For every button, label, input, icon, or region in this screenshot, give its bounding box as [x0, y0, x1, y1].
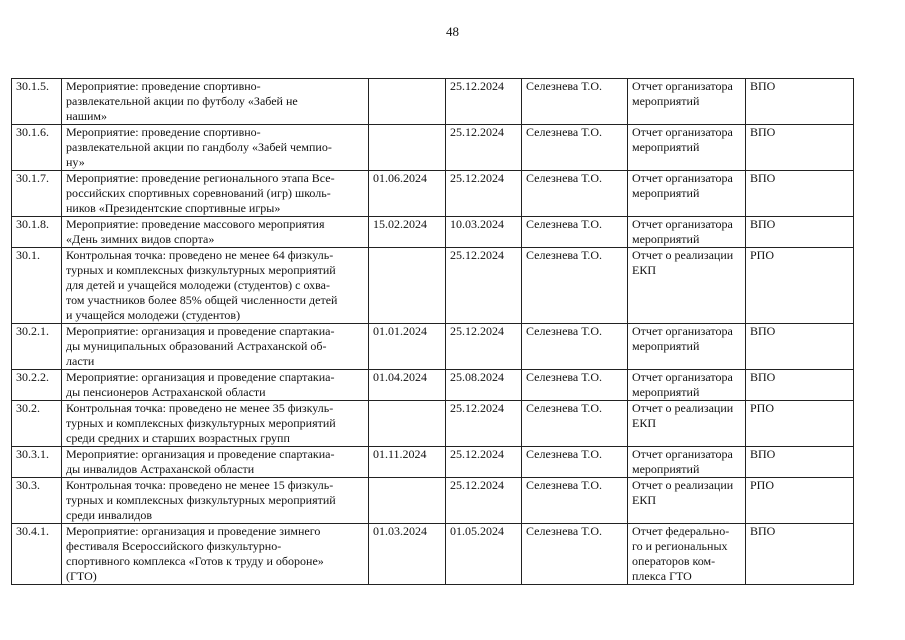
document-cell	[628, 79, 746, 125]
document-cell	[628, 217, 746, 248]
document-line: Отчет организатора	[632, 370, 733, 384]
table-row	[12, 370, 854, 401]
item-number-cell: 30.1.6.	[12, 125, 62, 171]
item-number-cell: 30.3.	[12, 478, 62, 524]
responsible-cell: Селезнева Т.О.	[522, 447, 628, 478]
start-date-cell	[369, 79, 446, 125]
description-line: Мероприятие: организация и проведение зимнего	[66, 524, 321, 538]
document-cell	[628, 401, 746, 447]
description-line: «День зимних видов спорта»	[66, 232, 215, 246]
description-cell	[62, 125, 369, 171]
form-type-cell: ВПО	[746, 324, 854, 370]
item-number-cell: 30.1.5.	[12, 79, 62, 125]
description-line: ды муниципальных образований Астраханской об-	[66, 339, 327, 353]
form-type-cell: ВПО	[746, 125, 854, 171]
description-cell	[62, 478, 369, 524]
document-cell	[628, 171, 746, 217]
document-cell	[628, 478, 746, 524]
plan-table	[11, 78, 854, 585]
description-line: развлекательной акции по футболу «Забей не	[66, 94, 298, 108]
document-line: ЕКП	[632, 416, 656, 430]
document-line: Отчет о реализации	[632, 478, 734, 492]
start-date-cell: 01.04.2024	[369, 370, 446, 401]
document-line: мероприятий	[632, 232, 700, 246]
end-date-cell: 25.12.2024	[446, 125, 522, 171]
document-line: Отчет о реализации	[632, 248, 734, 262]
description-line: турных и комплексных физкультурных мероприятий	[66, 263, 336, 277]
description-line: Контрольная точка: проведено не менее 35 физкуль-	[66, 401, 334, 415]
document-cell	[628, 447, 746, 478]
item-number-cell: 30.2.	[12, 401, 62, 447]
form-type-cell: ВПО	[746, 447, 854, 478]
table-row	[12, 79, 854, 125]
form-type-cell: РПО	[746, 248, 854, 324]
end-date-cell: 10.03.2024	[446, 217, 522, 248]
start-date-cell	[369, 125, 446, 171]
form-type-cell: РПО	[746, 478, 854, 524]
description-line: развлекательной акции по гандболу «Забей чемпио-	[66, 140, 332, 154]
start-date-cell: 15.02.2024	[369, 217, 446, 248]
table-row	[12, 217, 854, 248]
document-line: Отчет организатора	[632, 447, 733, 461]
description-cell	[62, 401, 369, 447]
end-date-cell: 25.12.2024	[446, 447, 522, 478]
description-cell	[62, 524, 369, 585]
form-type-cell: РПО	[746, 401, 854, 447]
description-line: Мероприятие: проведение спортивно-	[66, 79, 261, 93]
document-line: мероприятий	[632, 385, 700, 399]
responsible-cell: Селезнева Т.О.	[522, 248, 628, 324]
item-number-cell: 30.3.1.	[12, 447, 62, 478]
document-line: операторов ком-	[632, 554, 716, 568]
responsible-cell: Селезнева Т.О.	[522, 217, 628, 248]
start-date-cell: 01.11.2024	[369, 447, 446, 478]
document-line: Отчет организатора	[632, 171, 733, 185]
description-line: (ГТО)	[66, 569, 97, 583]
responsible-cell: Селезнева Т.О.	[522, 478, 628, 524]
start-date-cell: 01.06.2024	[369, 171, 446, 217]
item-number-cell: 30.1.8.	[12, 217, 62, 248]
document-line: Отчет организатора	[632, 79, 733, 93]
description-line: ну»	[66, 155, 85, 169]
document-line: ЕКП	[632, 493, 656, 507]
end-date-cell: 25.12.2024	[446, 171, 522, 217]
document-line: мероприятий	[632, 339, 700, 353]
document-line: плекса ГТО	[632, 569, 692, 583]
form-type-cell: ВПО	[746, 370, 854, 401]
table-row	[12, 248, 854, 324]
table-row	[12, 447, 854, 478]
end-date-cell: 25.12.2024	[446, 248, 522, 324]
table-row	[12, 125, 854, 171]
start-date-cell	[369, 478, 446, 524]
document-line: мероприятий	[632, 186, 700, 200]
document-cell	[628, 524, 746, 585]
table-row	[12, 478, 854, 524]
description-line: нашим»	[66, 109, 108, 123]
document-line: мероприятий	[632, 94, 700, 108]
responsible-cell: Селезнева Т.О.	[522, 79, 628, 125]
description-line: ды пенсионеров Астраханской области	[66, 385, 266, 399]
description-line: Мероприятие: организация и проведение спартакиа-	[66, 447, 335, 461]
document-line: мероприятий	[632, 462, 700, 476]
end-date-cell: 25.08.2024	[446, 370, 522, 401]
description-line: Мероприятие: проведение спортивно-	[66, 125, 261, 139]
document-cell	[628, 248, 746, 324]
start-date-cell	[369, 401, 446, 447]
table-row	[12, 524, 854, 585]
document-line: Отчет организатора	[632, 125, 733, 139]
form-type-cell: ВПО	[746, 524, 854, 585]
table-body	[12, 79, 854, 585]
document-line: Отчет федерально-	[632, 524, 730, 538]
description-cell	[62, 79, 369, 125]
document-line: ЕКП	[632, 263, 656, 277]
description-line: российских спортивных соревнований (игр) школь-	[66, 186, 331, 200]
description-line: и учащейся молодежи (студентов)	[66, 308, 241, 322]
description-line: Мероприятие: организация и проведение спартакиа-	[66, 324, 335, 338]
description-line: среди средних и старших возрастных групп	[66, 431, 290, 445]
document-line: го и региональных	[632, 539, 728, 553]
start-date-cell: 01.01.2024	[369, 324, 446, 370]
description-line: фестиваля Всероссийского физкультурно-	[66, 539, 282, 553]
description-line: среди инвалидов	[66, 508, 152, 522]
description-line: турных и комплексных физкультурных мероприятий	[66, 416, 336, 430]
end-date-cell: 25.12.2024	[446, 401, 522, 447]
description-line: ласти	[66, 354, 95, 368]
document-line: Отчет о реализации	[632, 401, 734, 415]
item-number-cell: 30.1.7.	[12, 171, 62, 217]
responsible-cell: Селезнева Т.О.	[522, 125, 628, 171]
description-line: турных и комплексных физкультурных мероприятий	[66, 493, 336, 507]
description-cell	[62, 370, 369, 401]
document-line: мероприятий	[632, 140, 700, 154]
table-row	[12, 401, 854, 447]
document-cell	[628, 370, 746, 401]
description-cell	[62, 217, 369, 248]
description-cell	[62, 324, 369, 370]
end-date-cell: 01.05.2024	[446, 524, 522, 585]
table-row	[12, 324, 854, 370]
description-line: Мероприятие: организация и проведение спартакиа-	[66, 370, 335, 384]
form-type-cell: ВПО	[746, 79, 854, 125]
item-number-cell: 30.2.2.	[12, 370, 62, 401]
start-date-cell	[369, 248, 446, 324]
description-cell	[62, 447, 369, 478]
description-cell	[62, 171, 369, 217]
item-number-cell: 30.1.	[12, 248, 62, 324]
responsible-cell: Селезнева Т.О.	[522, 370, 628, 401]
responsible-cell: Селезнева Т.О.	[522, 524, 628, 585]
document-line: Отчет организатора	[632, 324, 733, 338]
description-line: для детей и учащейся молодежи (студентов) с охва-	[66, 278, 330, 292]
description-line: Мероприятие: проведение регионального этапа Все-	[66, 171, 335, 185]
end-date-cell: 25.12.2024	[446, 79, 522, 125]
description-line: ды инвалидов Астраханской области	[66, 462, 255, 476]
end-date-cell: 25.12.2024	[446, 324, 522, 370]
description-line: спортивного комплекса «Готов к труду и обороне»	[66, 554, 324, 568]
item-number-cell: 30.4.1.	[12, 524, 62, 585]
document-cell	[628, 324, 746, 370]
description-line: Мероприятие: проведение массового мероприятия	[66, 217, 325, 231]
document-line: Отчет организатора	[632, 217, 733, 231]
responsible-cell: Селезнева Т.О.	[522, 324, 628, 370]
document-cell	[628, 125, 746, 171]
end-date-cell: 25.12.2024	[446, 478, 522, 524]
description-cell	[62, 248, 369, 324]
form-type-cell: ВПО	[746, 171, 854, 217]
form-type-cell: ВПО	[746, 217, 854, 248]
responsible-cell: Селезнева Т.О.	[522, 171, 628, 217]
description-line: Контрольная точка: проведено не менее 15 физкуль-	[66, 478, 334, 492]
page-number: 48	[446, 24, 459, 39]
description-line: том участников более 85% общей численности детей	[66, 293, 338, 307]
item-number-cell: 30.2.1.	[12, 324, 62, 370]
responsible-cell: Селезнева Т.О.	[522, 401, 628, 447]
start-date-cell: 01.03.2024	[369, 524, 446, 585]
description-line: ников «Президентские спортивные игры»	[66, 201, 281, 215]
table-row	[12, 171, 854, 217]
description-line: Контрольная точка: проведено не менее 64 физкуль-	[66, 248, 334, 262]
